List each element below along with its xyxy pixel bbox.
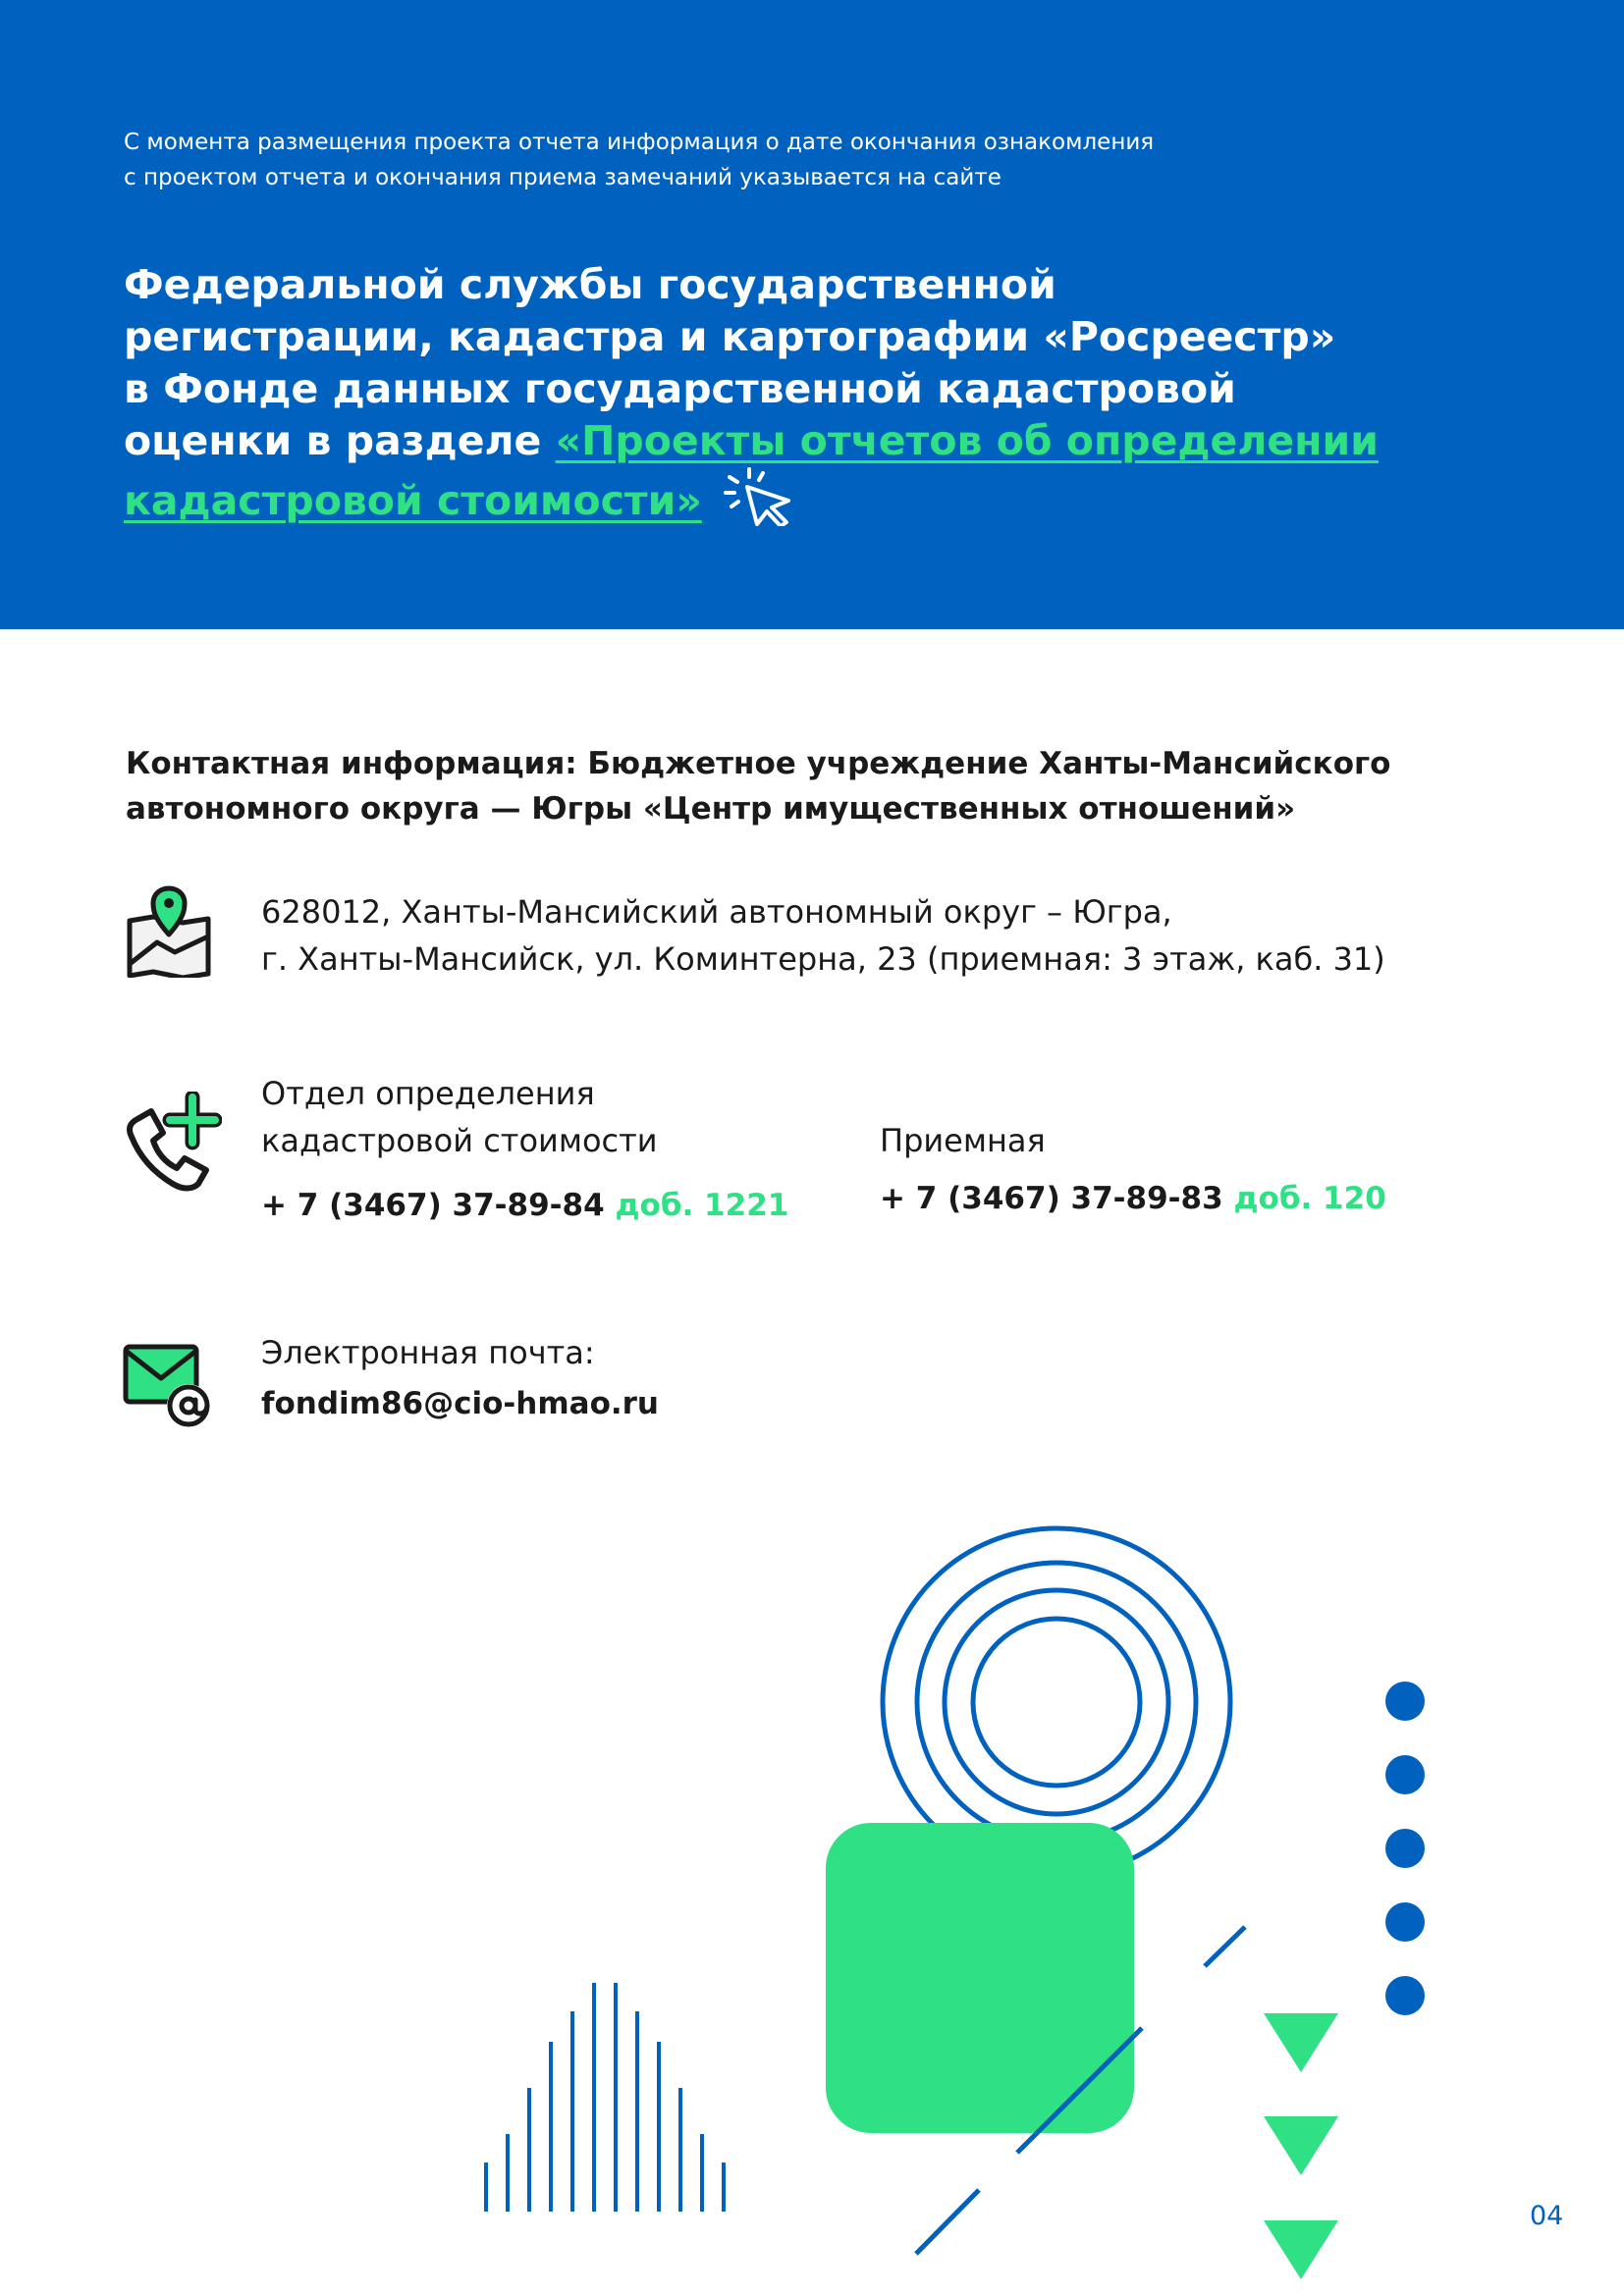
reception-phone-number: + 7 (3467) 37-89-83 [880, 1181, 1223, 1216]
reception-phone-ext: доб. 120 [1233, 1181, 1386, 1216]
projects-link[interactable]: «Проекты отчетов об определении [555, 417, 1379, 464]
green-triangles [1264, 2013, 1338, 2279]
email-link[interactable]: fondim86@cio-hmao.ru [261, 1386, 659, 1421]
address-line: 628012, Ханты-Мансийский автономный округ – Югра, [261, 893, 1172, 931]
dept-label-line: кадастровой стоимости [261, 1122, 658, 1159]
headline-line: Федеральной службы государственной [124, 261, 1056, 308]
headline-line: в Фонде данных государственной кадастровой [124, 365, 1236, 412]
green-square [826, 1823, 1134, 2133]
headline-line: регистрации, кадастра и картографии «Росреестр» [124, 313, 1336, 360]
contact-title-line: автономного округа — Югры «Центр имущественных отношений» [126, 791, 1296, 827]
dept-label-line: Отдел определения [261, 1075, 595, 1112]
projects-link-cont[interactable]: кадастровой стоимости» [124, 477, 702, 524]
headline-prefix: оценки в разделе [124, 417, 556, 464]
dept-phone-ext: доб. 1221 [615, 1188, 789, 1223]
page-number: 04 [1530, 2201, 1564, 2231]
note-line: С момента размещения проекта отчета информация о дате окончания ознакомления [124, 130, 1155, 155]
reception-label: Приемная [880, 1122, 1046, 1159]
address-line: г. Ханты-Мансийск, ул. Коминтерна, 23 (приемная: 3 этаж, каб. 31) [261, 940, 1385, 978]
dept-phone-number: + 7 (3467) 37-89-84 [261, 1188, 605, 1223]
vertical-bars [486, 1983, 724, 2212]
email-label: Электронная почта: [261, 1334, 595, 1371]
note-line: с проектом отчета и окончания приема замечаний указывается на сайте [124, 165, 1001, 190]
blue-dots [1385, 1682, 1425, 2015]
contact-title-line: Контактная информация: Бюджетное учреждение Ханты-Мансийского [126, 746, 1391, 781]
